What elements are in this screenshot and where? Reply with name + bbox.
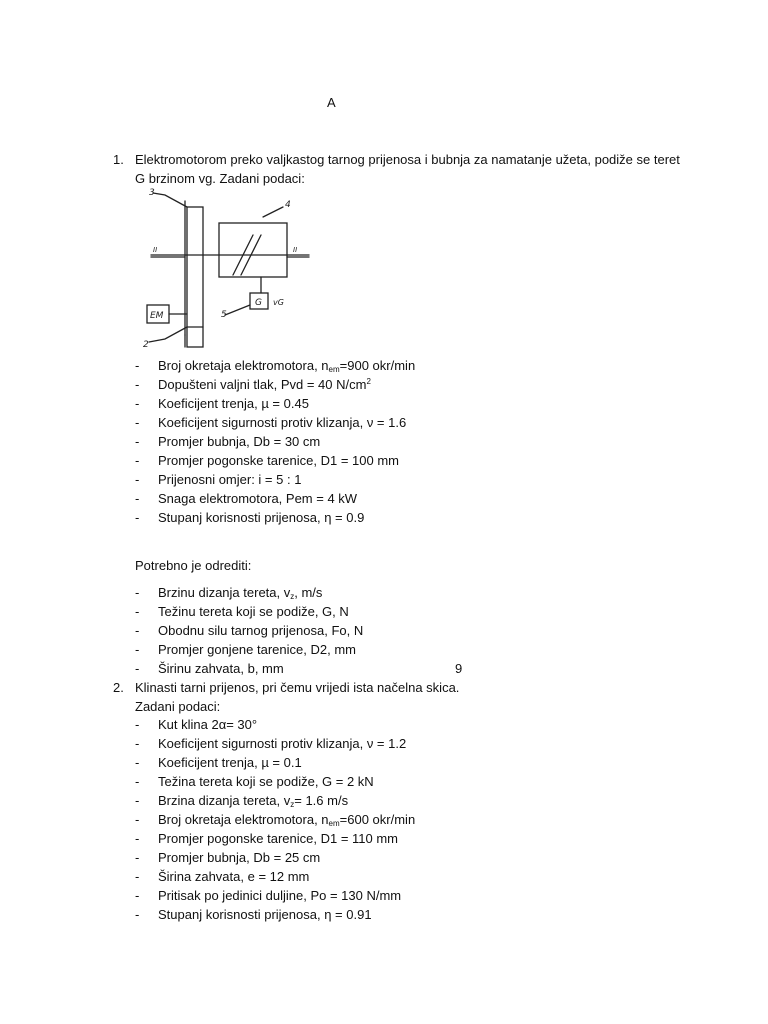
- list-item: Promjer bubnja, Db = 25 cm: [158, 850, 321, 865]
- list-dash: -: [135, 434, 140, 449]
- page-label: A: [327, 95, 336, 110]
- list-item: Brzina dizanja tereta, $v_z= 1.6$ m/s: [158, 793, 349, 809]
- q2-number: 2.: [113, 680, 124, 695]
- list-item: Promjer gonjene tarenice, D2, mm: [158, 642, 356, 657]
- list-item: Kut klina 2α= 30°: [158, 717, 258, 732]
- list-dash: -: [135, 415, 140, 430]
- transmission-sketch: [135, 187, 310, 355]
- sketch-label-vg: vG: [273, 298, 284, 307]
- list-item: Težinu tereta koji se podiže, G, N: [158, 604, 349, 619]
- list-dash: -: [135, 585, 140, 600]
- list-dash: -: [135, 869, 140, 884]
- list-dash: -: [135, 736, 140, 751]
- list-dash: -: [135, 510, 140, 525]
- list-item: Broj okretaja elektromotora, $n_{em}=600$ okr/min: [158, 812, 416, 828]
- list-item: Stupanj korisnosti prijenosa, η = 0.9: [158, 510, 365, 525]
- list-item: Stupanj korisnosti prijenosa, η = 0.91: [158, 907, 372, 922]
- list-item: Širinu zahvata, b, mm: [158, 661, 284, 676]
- sketch-label-em: EM: [150, 311, 164, 321]
- q1-side-number: 9: [455, 661, 463, 676]
- list-dash: -: [135, 491, 140, 506]
- list-dash: -: [135, 661, 140, 676]
- list-item: Dopušteni valjni tlak, Pvd = 40 $N/cm^2$: [158, 377, 371, 392]
- list-item: Obodnu silu tarnog prijenosa, Fo, N: [158, 623, 364, 638]
- list-dash: -: [135, 642, 140, 657]
- list-item: Koeficijent sigurnosti protiv klizanja, ν = 1.6: [158, 415, 407, 430]
- list-dash: -: [135, 793, 140, 808]
- list-dash: -: [135, 604, 140, 619]
- list-dash: -: [135, 453, 140, 468]
- list-dash: -: [135, 907, 140, 922]
- list-item: Promjer pogonske tarenice, D1 = 110 mm: [158, 831, 399, 846]
- list-dash: -: [135, 472, 140, 487]
- list-dash: -: [135, 850, 140, 865]
- list-dash: -: [135, 396, 140, 411]
- sketch-label-4: 4: [285, 200, 291, 210]
- q1-number: 1.: [113, 152, 124, 167]
- q2-intro-line1: Klinasti tarni prijenos, pri čemu vrijedi ista načelna skica.: [135, 680, 460, 695]
- list-dash: -: [135, 774, 140, 789]
- list-dash: -: [135, 717, 140, 732]
- q1-intro-line2: G brzinom vg. Zadani podaci:: [135, 171, 305, 186]
- sketch-label-5: 5: [221, 310, 227, 320]
- list-dash: -: [135, 888, 140, 903]
- list-dash: -: [135, 755, 140, 770]
- sketch-label-2: 2: [143, 340, 149, 350]
- q1-required-heading: Potrebno je odrediti:: [135, 558, 252, 573]
- list-dash: -: [135, 358, 140, 373]
- list-item: Težina tereta koji se podiže, G = 2 kN: [158, 774, 374, 789]
- list-item: Prijenosni omjer: i = 5 : 1: [158, 472, 302, 487]
- q2-intro-line2: Zadani podaci:: [135, 699, 221, 714]
- sketch-label-g: G: [255, 298, 262, 308]
- sketch-label-shaft-right: II: [293, 246, 298, 254]
- list-item: Promjer pogonske tarenice, D1 = 100 mm: [158, 453, 399, 468]
- list-item: Broj okretaja elektromotora, $n_{em}=900$ okr/min: [158, 358, 416, 374]
- list-item: Brzinu dizanja tereta, $v_z$, m/s: [158, 585, 323, 601]
- sketch-label-shaft-left: II: [153, 246, 158, 254]
- list-item: Širina zahvata, e = 12 mm: [158, 869, 310, 884]
- list-item: Koeficijent trenja, µ = 0.1: [158, 755, 302, 770]
- list-dash: -: [135, 623, 140, 638]
- list-item: Koeficijent trenja, µ = 0.45: [158, 396, 309, 411]
- list-dash: -: [135, 831, 140, 846]
- list-dash: -: [135, 377, 140, 392]
- list-item: Koeficijent sigurnosti protiv klizanja, ν = 1.2: [158, 736, 407, 751]
- list-item: Promjer bubnja, Db = 30 cm: [158, 434, 321, 449]
- sketch-label-3: 3: [149, 188, 155, 198]
- list-dash: -: [135, 812, 140, 827]
- list-item: Snaga elektromotora, Pem = 4 kW: [158, 491, 358, 506]
- list-item: Pritisak po jedinici duljine, Po = 130 N/mm: [158, 888, 402, 903]
- q1-intro-line1: Elektromotorom preko valjkastog tarnog prijenosa i bubnja za namatanje užeta, podiže se teret: [135, 152, 680, 167]
